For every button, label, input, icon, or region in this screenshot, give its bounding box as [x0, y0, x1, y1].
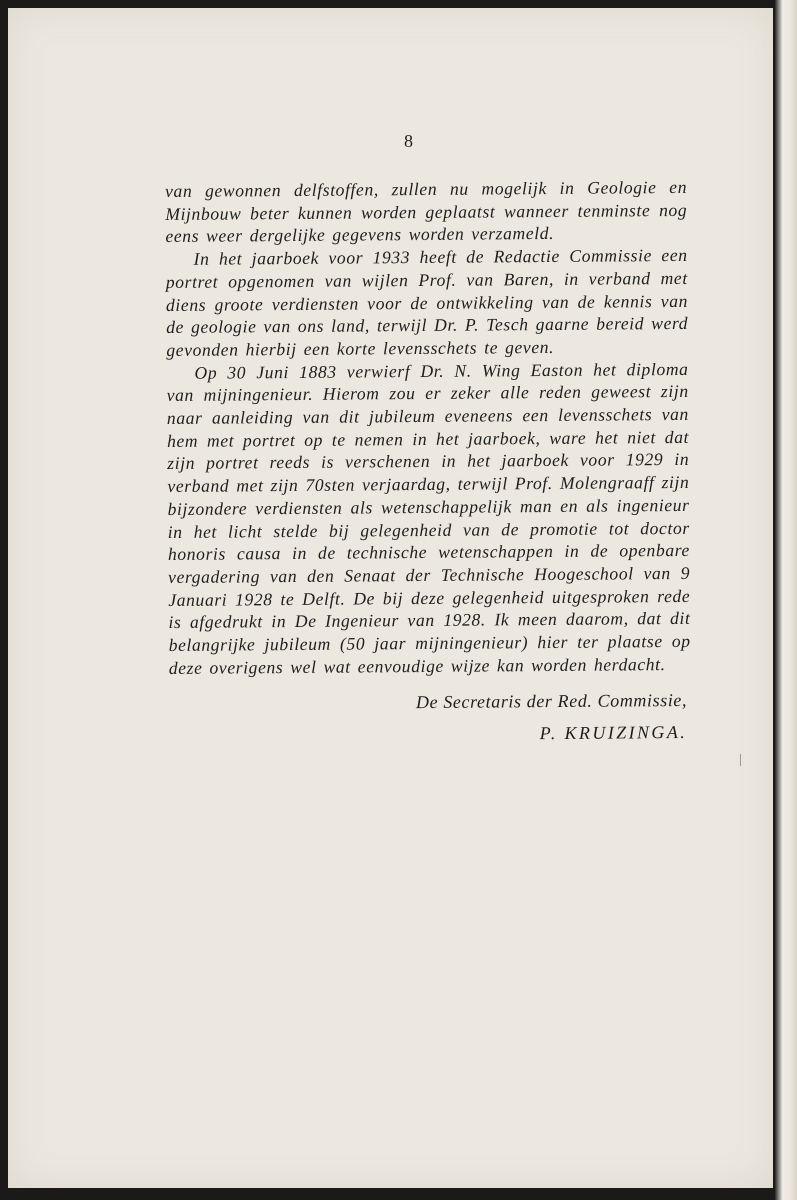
signature-title: De Secretaris der Red. Commissie, — [415, 690, 688, 713]
body-text — [165, 176, 691, 680]
page-number: 8 — [404, 131, 413, 151]
signature-name: P. KRUIZINGA. — [539, 722, 688, 744]
paper-speck — [740, 754, 741, 766]
paragraph-1: van gewonnen delfstoffen, zullen nu mogelijk in Geologie en Mijnbouw beter kunnen worden geplaatst wanneer tenminste nog eens weer dergelijke gegevens worden verzameld. — [165, 176, 688, 247]
page-edge — [775, 0, 797, 1200]
paragraph-2: In het jaarboek voor 1933 heeft de Redactie Commissie een portret opgenomen van wijlen Prof. van Baren, in verband met diens groote verdiensten voor de ontwikkeling van de kennis van de geologie van ons land, terwijl Dr. P. Tesch gaarne bereid werd gevonden hierbij een korte levensschets te geven. — [165, 245, 689, 360]
paper-sheet — [8, 8, 773, 1188]
paragraph-3: Op 30 Juni 1883 verwierf Dr. N. Wing Easton het diploma van mijningenieur. Hierom zou er zeker alle reden geweest zijn naar aanleiding van dit jubileum eveneens een levensschets van hem met portret op te nemen in het jaarboek, ware het niet dat zijn portret reeds is verschenen in het jaarboek voor 1929 in verband met zijn 70sten verjaardag, terwijl Prof. Molengraaff zijn bijzondere verdiensten als wetenschappelijk man en als ingenieur in het licht stelde bij gelegenheid van de promotie tot doctor honoris causa in de technische wetenschappen in de openbare vergadering van den Senaat der Technische Hoogeschool van 9 Januari 1928 te Delft. De bij deze gelegenheid uitgesproken rede is afgedrukt in De Ingenieur van 1928. Ik meen daarom, dat dit belangrijke jubileum (50 jaar mijningenieur) hier ter plaatse op deze overigens wel wat eenvoudige wijze kan worden herdacht. — [166, 358, 691, 678]
